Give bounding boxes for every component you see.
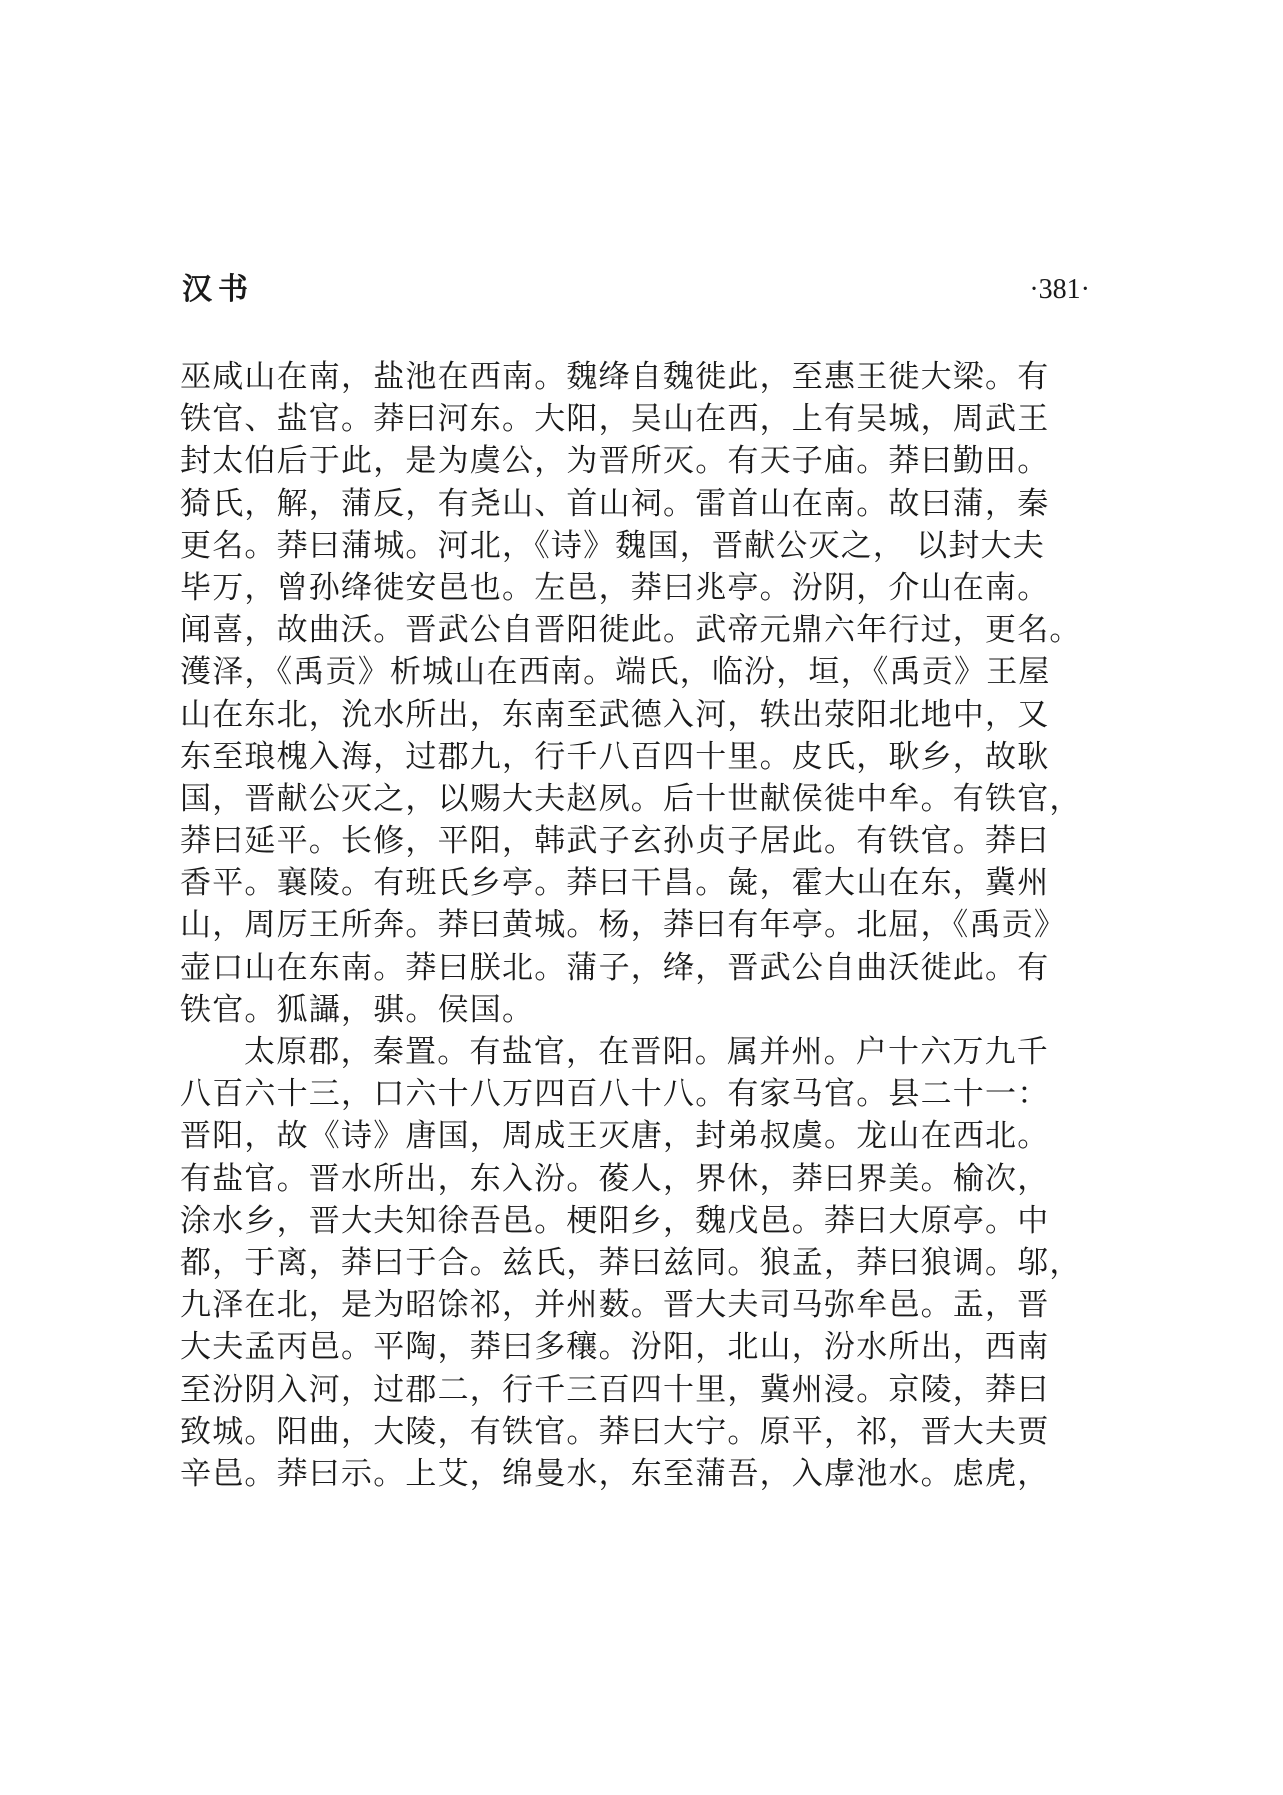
text-line: 壶口山在东南。莽曰朕北。蒲子，绛，晋武公自曲沃徙此。有 xyxy=(180,949,1050,986)
text-line: 巫咸山在南，盐池在西南。魏绛自魏徙此，至惠王徙大梁。有 xyxy=(180,359,1050,395)
text-line: 闻喜，故曲沃。晋武公自晋阳徙此。武帝元鼎六年行过，更名。 xyxy=(180,612,1082,649)
text-line: 山在东北，沇水所出，东南至武德入河，轶出荥阳北地中，又 xyxy=(180,696,1050,733)
text-line: 濩泽，《禹贡》析城山在西南。端氏，临汾，垣，《禹贡》王屋 xyxy=(180,654,1051,691)
text-line: 辛邑。莽曰示。上艾，绵曼水，东至蒲吾，入虖池水。虑虎， xyxy=(180,1455,1050,1492)
text-line: 山，周厉王所奔。莽曰黄城。杨，莽曰有年亭。北屈，《禹贡》 xyxy=(180,907,1067,944)
text-line: 毕万，曾孙绛徙安邑也。左邑，莽曰兆亭。汾阴，介山在南。 xyxy=(180,569,1050,606)
text-line: 铁官。狐讘，骐。侯国。 xyxy=(180,991,535,1028)
page-header xyxy=(180,270,1090,310)
text-line: 猗氏，解，蒲反，有尧山、首山祠。雷首山在南。故曰蒲，秦 xyxy=(180,485,1050,522)
text-line: 国，晋献公灭之，以赐大夫赵夙。后十世献侯徙中牟。有铁官， xyxy=(180,780,1082,817)
text-line: 香平。襄陵。有班氏乡亭。莽曰干昌。彘，霍大山在东，冀州 xyxy=(180,865,1050,902)
text-line: 更名。莽曰蒲城。河北，《诗》魏国，晋献公灭之， 以封大夫 xyxy=(180,527,1045,564)
text-line: 至汾阴入河，过郡二，行千三百四十里，冀州浸。京陵，莽曰 xyxy=(180,1371,1050,1408)
paragraph-first-line: 太原郡，秦置。有盐官，在晋阳。属并州。户十六万九千 xyxy=(244,1034,1049,1070)
text-line: 东至琅槐入海，过郡九，行千八百四十里。皮氏，耿乡，故耿 xyxy=(180,738,1050,775)
text-line: 有盐官。晋水所出，东入汾。葰人，界休，莽曰界美。榆次， xyxy=(180,1160,1050,1197)
text-line: 致城。阳曲，大陵，有铁官。莽曰大宁。原平，祁，晋大夫贾 xyxy=(180,1413,1050,1450)
text-line: 都，于离，莽曰于合。兹氏，莽曰兹同。狼孟，莽曰狼调。邬， xyxy=(180,1244,1082,1281)
text-line: 铁官、盐官。莽曰河东。大阳，吴山在西，上有吴城，周武王 xyxy=(180,401,1050,438)
text-line: 晋阳，故《诗》唐国，周成王灭唐，封弟叔虞。龙山在西北。 xyxy=(180,1118,1050,1155)
text-line: 九泽在北，是为昭馀祁，并州薮。晋大夫司马弥牟邑。盂，晋 xyxy=(180,1287,1050,1324)
text-line: 涂水乡，晋大夫知徐吾邑。梗阳乡，魏戊邑。莽曰大原亭。中 xyxy=(180,1202,1050,1239)
text-line: 大夫孟丙邑。平陶，莽曰多穰。汾阳，北山，汾水所出，西南 xyxy=(180,1329,1050,1366)
running-title: 汉书 xyxy=(182,272,254,307)
text-line: 八百六十三，口六十八万四百八十八。有家马官。县二十一： xyxy=(180,1076,1050,1113)
page-number: ·381· xyxy=(1029,274,1090,305)
text-line: 莽曰延平。长修，平阳，韩武子玄孙贞子居此。有铁官。莽曰 xyxy=(180,823,1050,860)
body-text xyxy=(180,356,1090,1495)
text-line: 封太伯后于此，是为虞公，为晋所灭。有天子庙。莽曰勤田。 xyxy=(180,443,1050,480)
